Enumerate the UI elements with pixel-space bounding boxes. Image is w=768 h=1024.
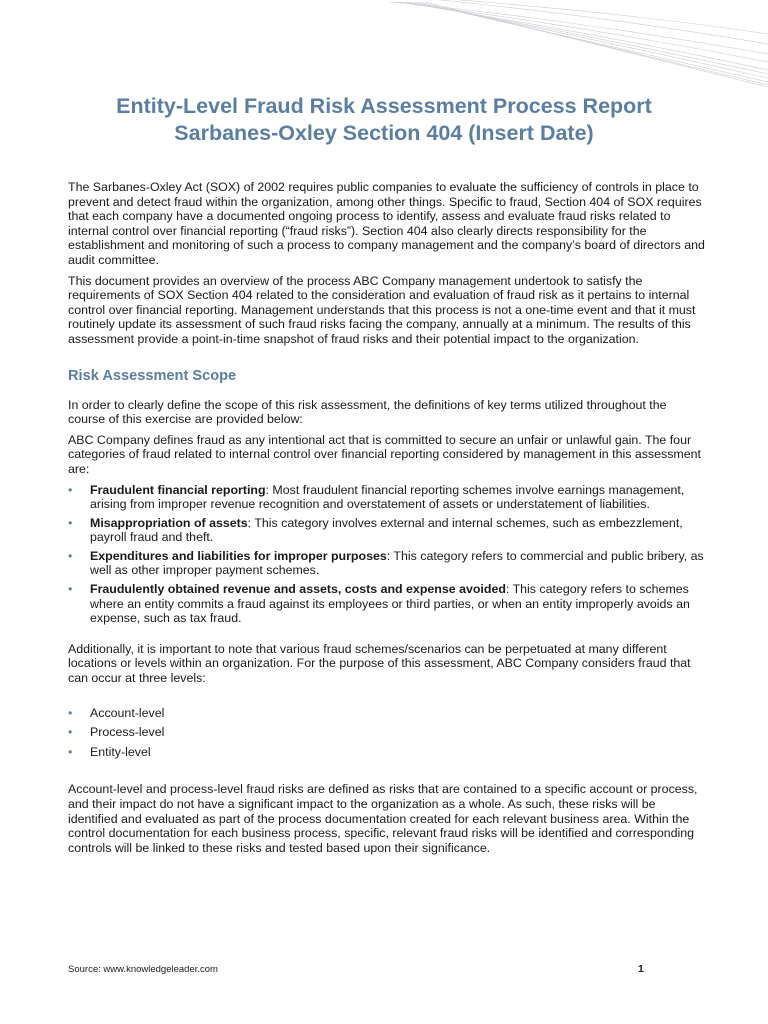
title-line-1: Entity-Level Fraud Risk Assessment Process Report bbox=[116, 94, 652, 118]
category-text: : This category refers to commercial and public bribery, as well as other improper payment schemes. bbox=[90, 548, 704, 578]
fraud-categories-list bbox=[68, 483, 706, 626]
category-term: Expenditures and liabilities for improper purposes bbox=[90, 548, 387, 563]
page-title bbox=[0, 93, 768, 147]
bullet-icon: • bbox=[68, 705, 73, 720]
level-label: Account-level bbox=[90, 705, 165, 720]
level-label: Process-level bbox=[90, 725, 165, 740]
title-line-2: Sarbanes-Oxley Section 404 (Insert Date) bbox=[174, 121, 594, 145]
list-item bbox=[68, 516, 706, 545]
list-item bbox=[68, 706, 706, 721]
level-label: Entity-level bbox=[90, 744, 151, 759]
list-item bbox=[68, 483, 706, 512]
bullet-icon: • bbox=[68, 515, 73, 530]
list-item bbox=[68, 725, 706, 740]
footer-source: Source: www.knowledgeleader.com bbox=[68, 964, 218, 975]
scope-paragraph-2: ABC Company defines fraud as any intentional act that is committed to secure an unfair or unlawful gain. The four categories of fraud related to internal control over financial reporting considered by management in this assessment are: bbox=[68, 432, 701, 476]
category-term: Misappropriation of assets bbox=[90, 515, 248, 530]
bullet-icon: • bbox=[68, 744, 73, 759]
bullet-icon: • bbox=[68, 582, 73, 597]
section-heading-scope: Risk Assessment Scope bbox=[68, 367, 237, 384]
list-item bbox=[68, 582, 706, 626]
decorative-wave-graphic bbox=[380, 0, 768, 90]
category-term: Fraudulent financial reporting bbox=[90, 482, 266, 497]
document-body bbox=[68, 180, 706, 861]
page-number: 1 bbox=[638, 963, 644, 975]
scope-paragraph-4: Account-level and process-level fraud risks are defined as risks that are contained to a specific account or process, and their impact do not have a significant impact to the organization as a whole. As such, these risks will be identified and evaluated as part of the process documentation created for each relevant business area. Within the control documentation for each business process, specific, relevant fraud risks will be identified and corresponding controls will be linked to these risks and tested based upon their significance. bbox=[68, 782, 698, 855]
intro-paragraph-2: This document provides an overview of the process ABC Company management undertook to satisfy the requirements of SOX Section 404 related to the consideration and evaluation of fraud risk as it pertains to internal control over financial reporting. Management understands that this process is not a one-time event and that it must routinely update its assessment of such fraud risks facing the company, annually at a minimum. The results of this assessment provide a point-in-time snapshot of fraud risks and their potential impact to the organization. bbox=[68, 273, 696, 346]
list-item bbox=[68, 745, 706, 760]
list-item bbox=[68, 549, 706, 578]
category-text: : This category involves external and internal schemes, such as embezzlement, payroll fraud and theft. bbox=[90, 515, 683, 545]
bullet-icon: • bbox=[68, 725, 73, 740]
bullet-icon: • bbox=[68, 548, 73, 563]
category-text: : This category refers to schemes where an entity commits a fraud against its employees or third parties, or when an entity improperly avoids an expense, such as tax fraud. bbox=[90, 582, 690, 626]
scope-paragraph-1: In order to clearly define the scope of this risk assessment, the definitions of key terms utilized throughout the course of this exercise are provided below: bbox=[68, 397, 667, 427]
intro-paragraph-1: The Sarbanes-Oxley Act (SOX) of 2002 requires public companies to evaluate the sufficiency of controls in place to prevent and detect fraud within the organization, among other things. Specific to fraud, Section 404 of SOX requires that each company have a documented ongoing process to identify, assess and evaluate fraud risks related to internal control over financial reporting (“fraud risks”). Section 404 also clearly directs responsibility for the establishment and monitoring of such a process to company management and the company’s board of directors and audit committee. bbox=[68, 180, 705, 267]
scope-paragraph-3: Additionally, it is important to note that various fraud schemes/scenarios can be perpetuated at many different locations or levels within an organization. For the purpose of this assessment, ABC Company considers fraud that can occur at three levels: bbox=[68, 641, 691, 686]
bullet-icon: • bbox=[68, 482, 73, 497]
category-term: Fraudulently obtained revenue and assets, costs and expense avoided bbox=[90, 582, 506, 597]
fraud-levels-list bbox=[68, 706, 706, 760]
category-text: : Most fraudulent financial reporting schemes involve earnings management, arising from improper revenue recognition and overstatement of assets or understatement of liabilities. bbox=[90, 482, 685, 512]
